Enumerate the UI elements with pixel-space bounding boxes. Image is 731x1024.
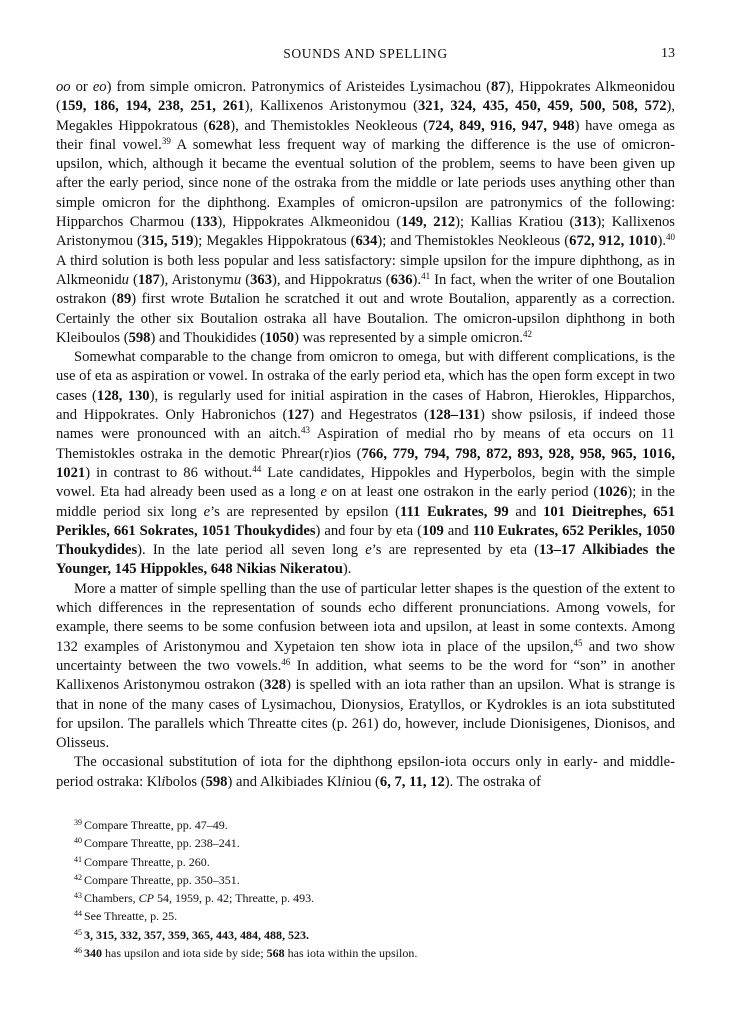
footnote: [74, 870, 674, 888]
footnote-number: 39: [74, 818, 82, 827]
footnote: [74, 906, 674, 924]
page-number: 13: [661, 46, 675, 61]
footnote-number: 44: [74, 909, 82, 919]
footnote-number: 43: [74, 891, 82, 901]
footnote-number: 42: [74, 872, 82, 882]
paragraph: More a matter of simple spelling than the use of particular letter shapes is the question of the extent to which differences in the representation of sounds echo different pronunciations. Among vowels, for example, there seems to be some confusion between iota and upsilon, at least in some contexts. Among 132 examples of Aristonymou and Xypetaion ten show iota in place of the upsilon,$^{45}$ and two show uncertainty between the two vowels.$^{46}$ In addition, what seems to be the word for “son” in another Kallixenos Aristonymou ostrakon (328) is spelled with an iota rather than an upsilon. What is strange is that in none of the many cases of Lysimachou, Dionysios, Eratyllos, or Kydrokles is an iota substituted for upsilon. The parallels which Threatte cites (p. 261) do, however, include Dionisigenes, Dionisos, and Olisseus.: [56, 580, 676, 752]
footnote: [74, 925, 674, 943]
footnote: [74, 888, 674, 906]
footnote: [74, 943, 674, 961]
footnote: [74, 833, 674, 851]
footnote: [74, 852, 674, 870]
running-title: SOUNDS AND SPELLING: [283, 46, 448, 61]
footnote-text: 340 has upsilon and iota side by side; 568 has iota within the upsilon.: [84, 946, 418, 961]
footnote-number: 46: [74, 946, 82, 956]
paragraph: oo or eo) from simple omicron. Patronymics of Aristeides Lysimachou (87), Hippokrates Alkmeonidou (159, 186, 194, 238, 251, 261), Kallixenos Aristonymou (321, 324, 435, 450, 459, 500, 508, 572), Megakles Hippokratous (628), and Themistokles Neokleous (724, 849, 916, 947, 948) have omega as their final vowel.$^{39}$ A somewhat less frequent way of marking the difference is the use of omicron-upsilon, which, although it became the eventual solution of the problem, seems to have been given up after the early period, since none of the ostraka from the middle or late periods uses anything other than simple omicron for the diphthong. Examples of omicron-upsilon are patronymics of the following: Hipparchos Charmou (133), Hippokrates Alkmeonidou (149, 212); Kallias Kratiou (313); Kallixenos Aristonymou (315, 519); Megakles Hippokratous (634); and Themistokles Neokleous (672, 912, 1010).$^{40}$ A third solution is both less popular and less satisfactory: simple upsilon for the impure diphthong, as in Alkmeonidu (187), Aristonymu (363), and Hippokratus (636).$^{41}$ In fact, when the writer of one Boutalion ostrakon (89) first wrote Butalion he scratched it out and wrote Boutalion, apparently as a correction. Certainly the other six Boutalion ostraka all have Boutalion. The omicron-upsilon diphthong in both Kleiboulos (598) and Thoukidides (1050) was represented by a simple omicron.$^{42}$: [56, 79, 675, 346]
footnote-number: 40: [74, 836, 82, 846]
footnote-text: Compare Threatte, pp. 238–241.: [84, 836, 240, 851]
footnote-text: Chambers, CP 54, 1959, p. 42; Threatte, p. 493.: [84, 891, 315, 906]
footnote-text: Compare Threatte, pp. 350–351.: [84, 872, 240, 887]
body-text: [56, 78, 675, 792]
paragraph: Somewhat comparable to the change from omicron to omega, but with different complications, is the use of eta as aspiration or vowel. In ostraka of the early period eta, which has the open form except in two cases (128, 130), is regularly used for initial aspiration in the cases of Habron, Hierokles, Hipparchos, and Hippokrates. Only Habronichos (127) and Hegestratos (128–131) show psilosis, if indeed those names were pronounced with an aitch.$^{43}$ Aspiration of medial rho by means of eta occurs on 11 Themistokles ostraka in the demotic Phrear(r)ios (766, 779, 794, 798, 872, 893, 928, 958, 965, 1016, 1021) in contrast to 86 without.$^{44}$ Late candidates, Hippokles and Hyperbolos, begin with the simple vowel. Eta had already been used as a long e on at least one ostrakon in the early period (1026); in the middle period six long e’s are represented by epsilon (111 Eukrates, 99 and 101 Dieitrephes, 651 Perikles, 661 Sokrates, 1051 Thoukydides) and four by eta (109 and 110 Eukrates, 652 Perikles, 1050 Thoukydides). In the late period all seven long e’s are represented by eta (13–17 Alkibiades the Younger, 145 Hippokles, 648 Nikias Nikeratou).: [56, 349, 676, 578]
footnote-text: Compare Threatte, pp. 47–49.: [84, 818, 228, 832]
footnote-number: 41: [74, 854, 82, 864]
running-header: [56, 46, 675, 68]
footnote-text: Compare Threatte, p. 260.: [84, 854, 210, 869]
footnote-number: 45: [74, 927, 82, 937]
paragraph: The occasional substitution of iota for the diphthong epsilon-iota occurs only in early- and middle-period ostraka: Klibolos (598) and Alkibiades Kliniou (6, 7, 11, 12). The ostraka of: [56, 754, 675, 790]
footnotes: [74, 815, 674, 961]
footnote: [74, 815, 674, 833]
footnote-text: See Threatte, p. 25.: [84, 909, 178, 924]
footnote-text: 3, 315, 332, 357, 359, 365, 443, 484, 488, 523.: [84, 927, 309, 942]
